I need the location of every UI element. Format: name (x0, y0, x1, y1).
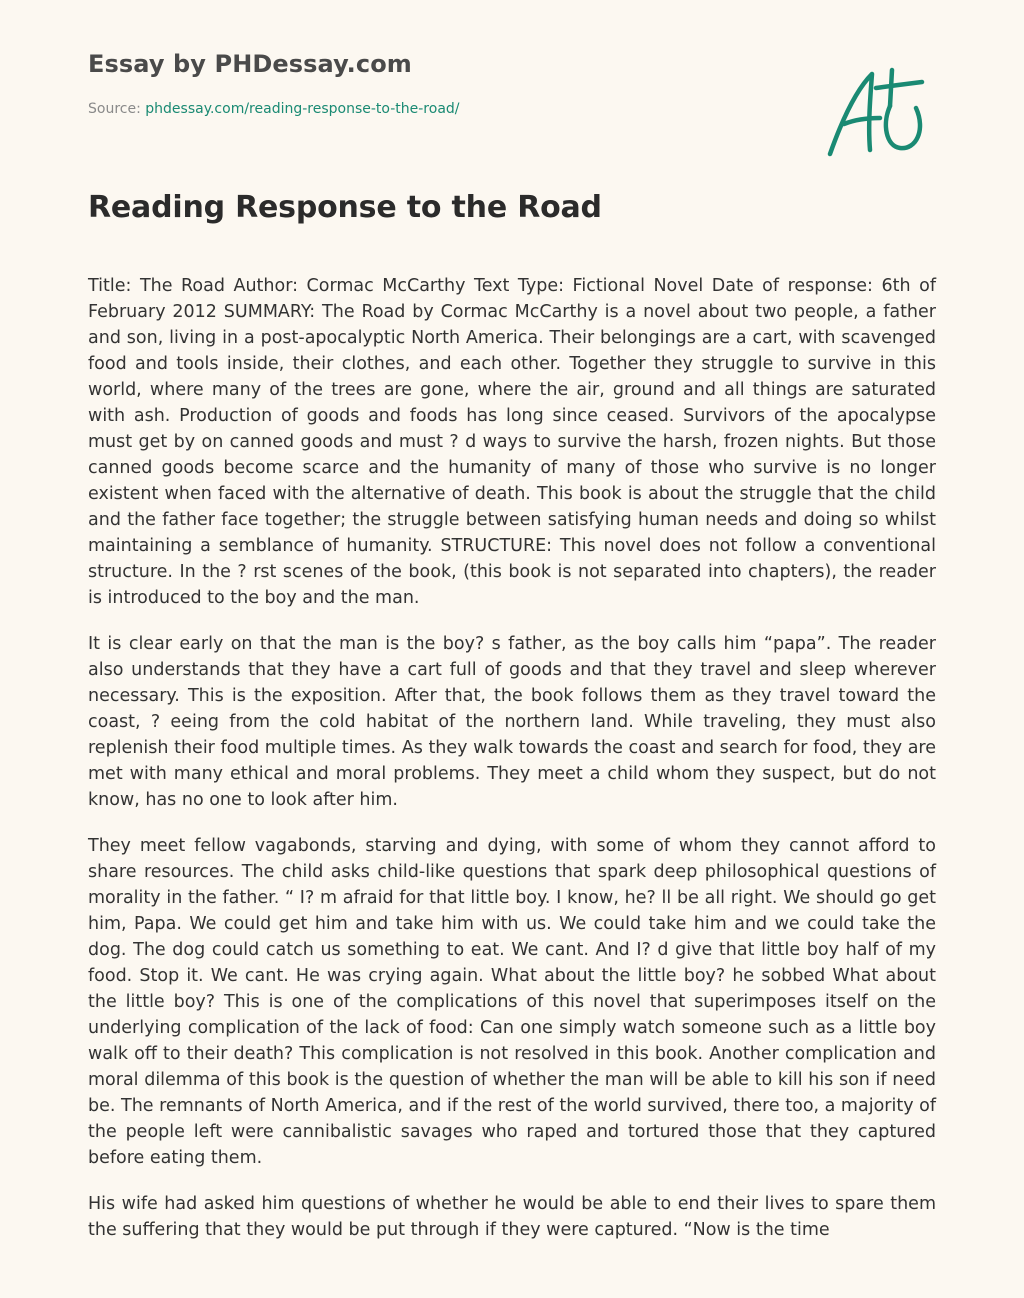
a-plus-logo-icon (820, 60, 930, 162)
site-brand[interactable]: Essay by PHDessay.com (88, 50, 412, 78)
essay-paragraph: His wife had asked him questions of whether he would be able to end their lives to spare them the suffering that they would be put through if they were captured. “Now is the time (88, 1194, 936, 1240)
essay-paragraph: They meet fellow vagabonds, starving and dying, with some of whom they cannot afford to share resources. The child asks child-like questions that spark deep philosophical questions of morality in the father. “ I? m afraid for that little boy. I know, he? ll be all right. We should go get him, Papa. We could get him and take him with us. We could take him and we could take the dog. The dog could catch us something to eat. We cant. And I? d give that little boy half of my food. Stop it. We cant. He was crying again. What about the little boy? he sobbed What about the little boy? This is one of the complications of this novel that superimposes itself on the underlying complication of the lack of food: Can one simply watch someone such as a little boy walk off to their death? This complication is not resolved in this book. Another complication and moral dilemma of this book is the question of whether the man will be able to kill his son if need be. The remnants of North America, and if the rest of the world survived, there too, a majority of the people left were cannibalistic savages who raped and tortured those that they captured before eating them. (88, 836, 936, 1168)
essay-paragraph: It is clear early on that the man is the boy? s father, as the boy calls him “papa”. The reader also understands that they have a cart full of goods and that they travel and sleep wherever necessary. This is the exposition. After that, the book follows them as they travel toward the coast, ? eeing from the cold habitat of the northern land. While traveling, they must also replenish their food multiple times. As they walk towards the coast and search for food, they are met with many ethical and moral problems. They meet a child whom they suspect, but do not know, has no one to look after him. (88, 634, 936, 810)
page-bottom-fade (0, 1250, 1024, 1298)
essay-title: Reading Response to the Road (88, 190, 602, 225)
source-link[interactable]: phdessay.com/reading-response-to-the-road/ (145, 101, 460, 117)
essay-body (88, 273, 936, 1250)
essay-paragraph: Title: The Road Author: Cormac McCarthy Text Type: Fictional Novel Date of response: 6th of February 2012 SUMMARY: The Road by Cormac McCarthy is a novel about two people, a father and son, living in a post-apocalyptic North America. Their belongings are a cart, with scavenged food and tools inside, their clothes, and each other. Together they struggle to survive in this world, where many of the trees are gone, where the air, ground and all things are saturated with ash. Production of goods and foods has long since ceased. Survivors of the apocalypse must get by on canned goods and must ? d ways to survive the harsh, frozen nights. But those canned goods become scarce and the humanity of many of those who survive is no longer existent when faced with the alternative of death. This book is about the struggle that the child and the father face together; the struggle between satisfying human needs and doing so whilst maintaining a semblance of humanity. STRUCTURE: This novel does not follow a conventional structure. In the ? rst scenes of the book, (this book is not separated into chapters), the reader is introduced to the boy and the man. (88, 276, 936, 608)
source-line (88, 101, 460, 117)
source-label: Source: (88, 101, 146, 117)
